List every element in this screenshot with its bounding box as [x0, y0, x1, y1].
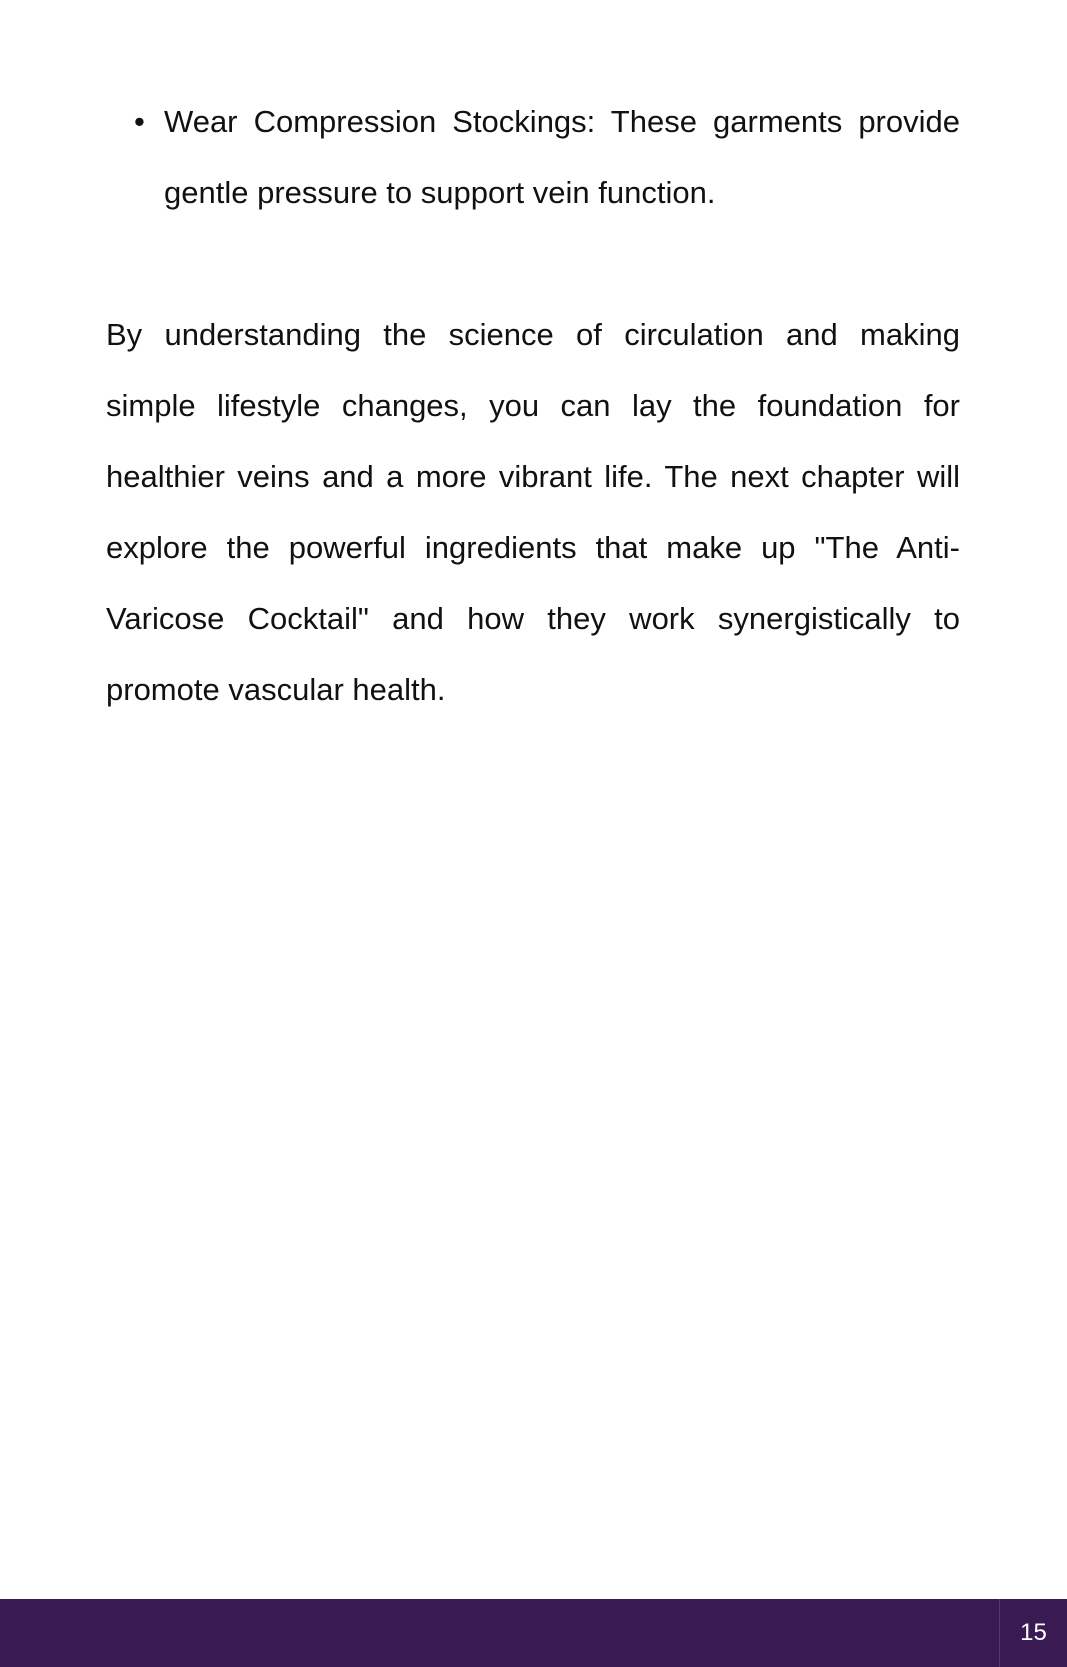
bullet-text: Wear Compression Stockings: These garments provide gentle pressure to support vein function. [164, 104, 960, 210]
list-item [106, 86, 960, 228]
page-number: 15 [999, 1599, 1067, 1667]
page-content [106, 86, 960, 725]
body-paragraph: By understanding the science of circulation and making simple lifestyle changes, you can lay the foundation for healthier veins and a more vibrant life. The next chapter will explore the powerful ingredients that make up "The Anti-Varicose Cocktail" and how they work synergistically to promote vascular health. [106, 317, 960, 707]
bullet-list [106, 86, 960, 228]
bullet-marker: • [134, 104, 145, 139]
footer-bar [0, 1599, 1067, 1667]
